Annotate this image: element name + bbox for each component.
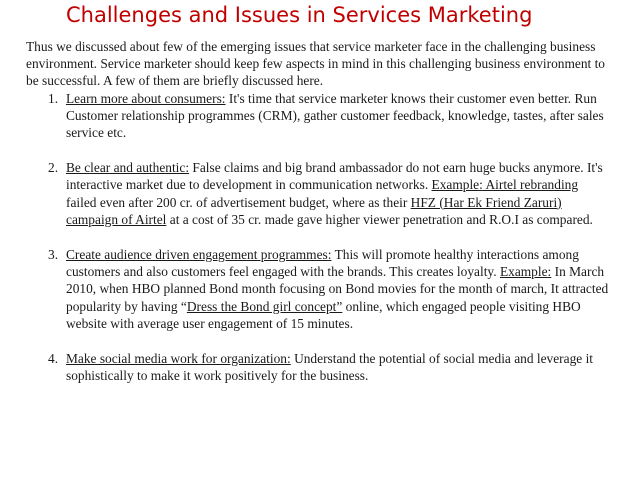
example-label: Example: [499,264,552,280]
list-item [26,246,610,332]
list-item [26,159,610,228]
item-heading: Be clear and authentic: [66,160,190,176]
item-text: at a cost of 35 cr. made gave higher viewer penetration and R.O.I as compared. [166,211,593,227]
list-item [26,90,610,142]
example-label: Example: [431,177,483,193]
item-number: 3. [48,247,59,263]
item-text: online, which engaged people visiting HBO website with average user engagement of 15 minutes. [66,298,581,331]
item-number: 1. [48,90,59,106]
list-item [26,350,610,384]
example-highlight: Airtel rebranding [482,177,579,193]
item-text: In March 2010, when HBO planned Bond month focusing on Bond movies for the month of march, It attracted popularity by having “ [66,264,609,314]
item-number: 4. [48,351,59,367]
item-text: This will promote healthy interactions among customers and also customers feel engaged with the brands. This creates loyalty. [66,247,579,280]
campaign-highlight: HFZ (Har Ek Friend Zaruri) campaign of Airtel [66,194,562,227]
document-body [26,38,610,384]
concept-highlight: Dress the Bond girl concept” [186,298,343,314]
item-text: It's time that service marketer knows their customer even better. Run Customer relationship programmes (CRM), gather customer feedback, knowledge, tastes, after sales service etc. [66,90,604,141]
item-text: Understand the potential of social media and leverage it sophistically to make it work positively for the business. [66,351,594,384]
item-number: 2. [48,160,59,176]
intro-paragraph: Thus we discussed about few of the emerging issues that service marketer face in the challenging business environment. Service marketer should keep few aspects in mind in this challenging business environment to be successful. A few of them are briefly discussed here. [26,39,606,89]
item-text: False claims and big brand ambassador do not earn huge bucks anymore. It's interactive market due to development in communication networks. [66,160,603,193]
item-heading: Create audience driven engagement programmes: [66,247,332,263]
item-text: failed even after 200 cr. of advertisement budget, where as their [66,194,411,210]
item-heading: Learn more about consumers: [66,90,226,106]
item-heading: Make social media work for organization: [66,351,291,367]
slide-title: Challenges and Issues in Services Marketing [66,3,533,27]
